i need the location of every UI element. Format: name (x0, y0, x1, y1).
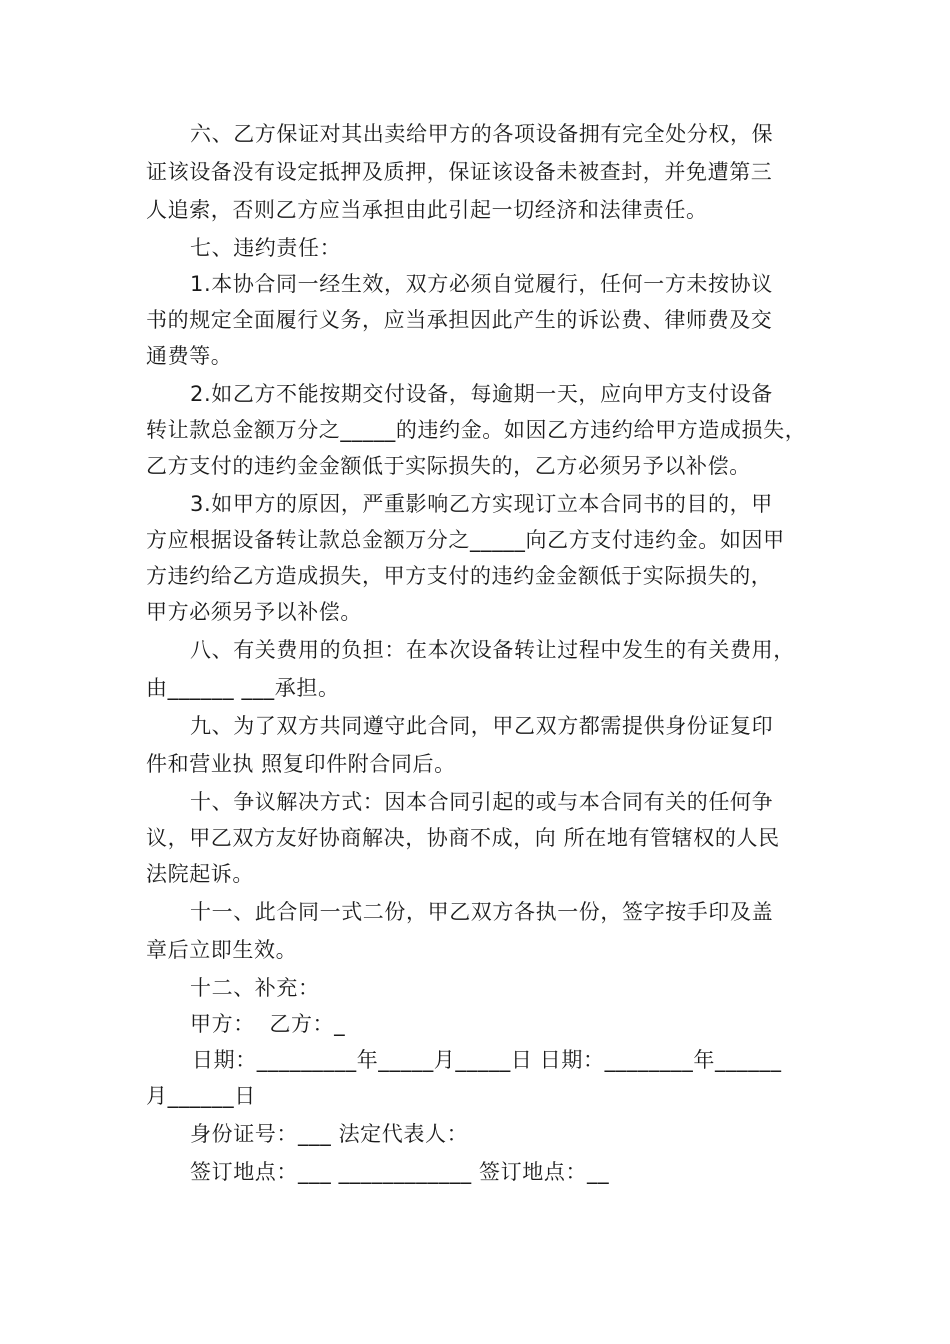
clause-7-heading: 七、违约责任： (190, 236, 342, 260)
clause-7-3-line-3: 方违约给乙方造成损失，甲方支付的违约金金额低于实际损失的， (146, 564, 773, 588)
signature-date-line-2: 月______日 (146, 1084, 256, 1108)
clause-7-3-line-1: 3.如甲方的原因，严重影响乙方实现订立本合同书的目的，甲 (190, 492, 773, 516)
clause-7-1-line-2: 书的规定全面履行义务，应当承担因此产生的诉讼费、律师费及交 (146, 308, 773, 332)
clause-10-line-1: 十、争议解决方式：因本合同引起的或与本合同有关的任何争 (190, 790, 774, 814)
clause-10-line-3: 法院起诉。 (146, 862, 254, 886)
clause-9-line-2: 件和营业执 照复印件附合同后。 (146, 752, 456, 776)
signature-date-line-1: 日期：_________年_____月_____日 日期：________年______ (192, 1048, 782, 1072)
clause-10-line-2: 议，甲乙双方友好协商解决，协商不成，向 所在地有管辖权的人民 (146, 826, 780, 850)
clause-6-line-3: 人追索，否则乙方应当承担由此引起一切经济和法律责任。 (146, 198, 708, 222)
clause-7-1-line-3: 通费等。 (146, 344, 233, 368)
clause-9-line-1: 九、为了双方共同遵守此合同，甲乙双方都需提供身份证复印 (190, 714, 774, 738)
clause-11-line-2: 章后立即生效。 (146, 938, 298, 962)
signature-parties-line: 甲方： 乙方：_ (190, 1012, 346, 1036)
clause-7-2-line-3: 乙方支付的违约金金额低于实际损失的，乙方必须另予以补偿。 (146, 454, 751, 478)
clause-7-2-line-1: 2.如乙方不能按期交付设备，每逾期一天，应向甲方支付设备 (190, 382, 773, 406)
clause-7-1-line-1: 1.本协合同一经生效，双方必须自觉履行，任何一方未按协议 (190, 272, 773, 296)
clause-8-line-2: 由______ ___承担。 (146, 676, 340, 700)
clause-8-line-1: 八、有关费用的负担：在本次设备转让过程中发生的有关费用， (190, 638, 795, 662)
clause-11-line-1: 十一、此合同一式二份，甲乙双方各执一份，签字按手印及盖 (190, 900, 774, 924)
clause-7-2-line-2: 转让款总金额万分之_____的违约金。如因乙方违约给甲方造成损失， (146, 418, 807, 442)
clause-7-3-line-2: 方应根据设备转让款总金额万分之_____向乙方支付违约金。如因甲 (146, 528, 785, 552)
clause-7-3-line-4: 甲方必须另予以补偿。 (146, 600, 362, 624)
clause-12-heading: 十二、补充： (190, 976, 320, 1000)
clause-6-line-2: 证该设备没有设定抵押及质押，保证该设备未被查封，并免遭第三 (146, 160, 773, 184)
signature-id-line: 身份证号：___ 法定代表人： (190, 1122, 469, 1146)
signature-place-line: 签订地点：___ ____________ 签订地点：__ (190, 1160, 610, 1184)
clause-6-line-1: 六、乙方保证对其出卖给甲方的各项设备拥有完全处分权，保 (190, 122, 774, 146)
